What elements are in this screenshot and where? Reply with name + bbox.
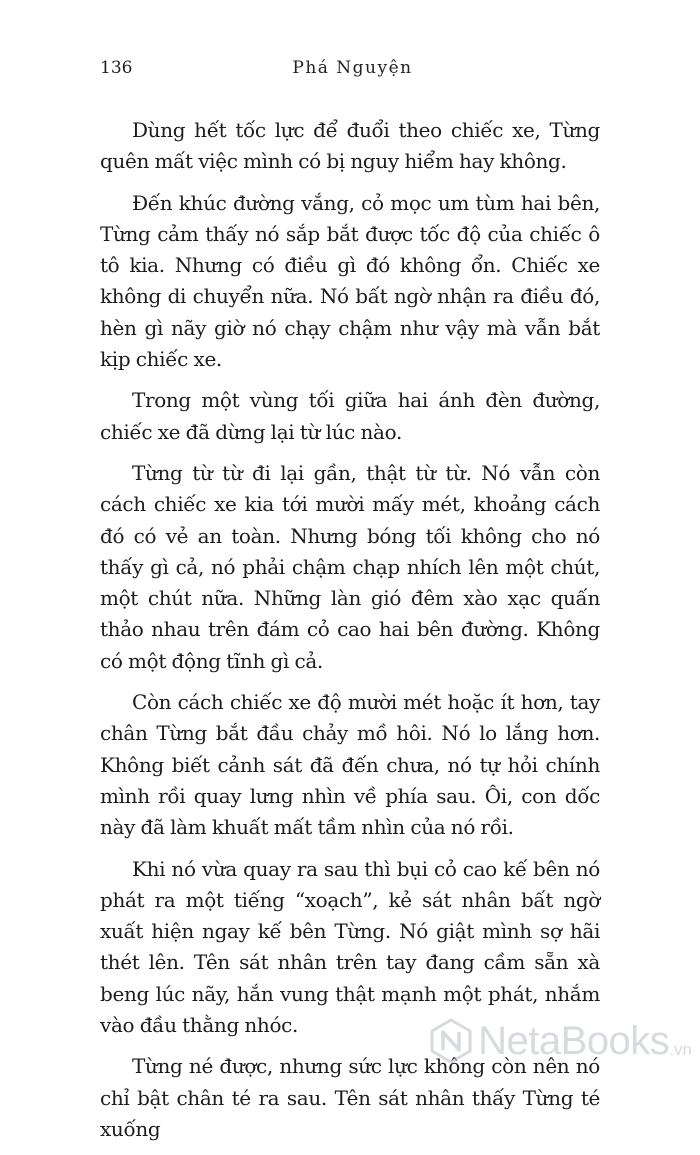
body-text bbox=[100, 115, 600, 1155]
paragraph: Từng từ từ đi lại gần, thật từ từ. Nó vẫn còn cách chiếc xe kia tới mười mấy mét, khoảng cách đó có vẻ an toàn. Nhưng bóng tối không cho nó thấy gì cả, nó phải chậm chạp nhích lên một chút, một chút nữa. Những làn gió đêm xào xạc quấn thảo nhau trên đám cỏ cao hai bên đường. Không có một động tĩnh gì cả. bbox=[100, 460, 600, 673]
netabooks-logo-icon bbox=[428, 1018, 474, 1064]
paragraph: Dùng hết tốc lực để đuổi theo chiếc xe, Từng quên mất việc mình có bị nguy hiểm hay không. bbox=[100, 118, 600, 174]
paragraph: Đến khúc đường vắng, cỏ mọc um tùm hai bên, Từng cảm thấy nó sắp bắt được tốc độ của chiếc ô tô kia. Nhưng có điều gì đó không ổn. Chiếc xe không di chuyển nữa. Nó bất ngờ nhận ra điều đó, hèn gì nãy giờ nó chạy chậm như vậy mà vẫn bắt kịp chiếc xe. bbox=[100, 190, 600, 372]
paragraph: Khi nó vừa quay ra sau thì bụi cỏ cao kế bên nó phát ra một tiếng “xoạch”, kẻ sát nhân bất ngờ xuất hiện ngay kế bên Từng. Nó giật mình sợ hãi thét lên. Tên sát nhân trên tay đang cầm sẵn xà beng lúc nãy, hắn vung thật mạnh một phát, nhắm vào đầu thằng nhóc. bbox=[100, 856, 600, 1038]
paragraph: Còn cách chiếc xe độ mười mét hoặc ít hơn, tay chân Từng bắt đầu chảy mồ hôi. Nó lo lắng hơn. Không biết cảnh sát đã đến chưa, nó tự hỏi chính mình rồi quay lưng nhìn về phía sau. Ôi, con dốc này đã làm khuất mất tầm nhìn của nó rồi. bbox=[100, 690, 600, 840]
running-head bbox=[100, 58, 605, 86]
paragraph: Từng né được, nhưng sức lực không còn nên nó chỉ bật chân té ra sau. Tên sát nhân thấy Từng té xuống bbox=[100, 1054, 600, 1141]
watermark-brand: NetaBooks bbox=[478, 1019, 670, 1063]
book-title: Phá Nguyện bbox=[292, 58, 413, 78]
watermark bbox=[428, 1018, 692, 1064]
watermark-suffix: .vn bbox=[669, 1040, 692, 1059]
page-number: 136 bbox=[100, 58, 133, 78]
paragraph: Trong một vùng tối giữa hai ánh đèn đường, chiếc xe đã dừng lại từ lúc nào. bbox=[100, 388, 600, 444]
